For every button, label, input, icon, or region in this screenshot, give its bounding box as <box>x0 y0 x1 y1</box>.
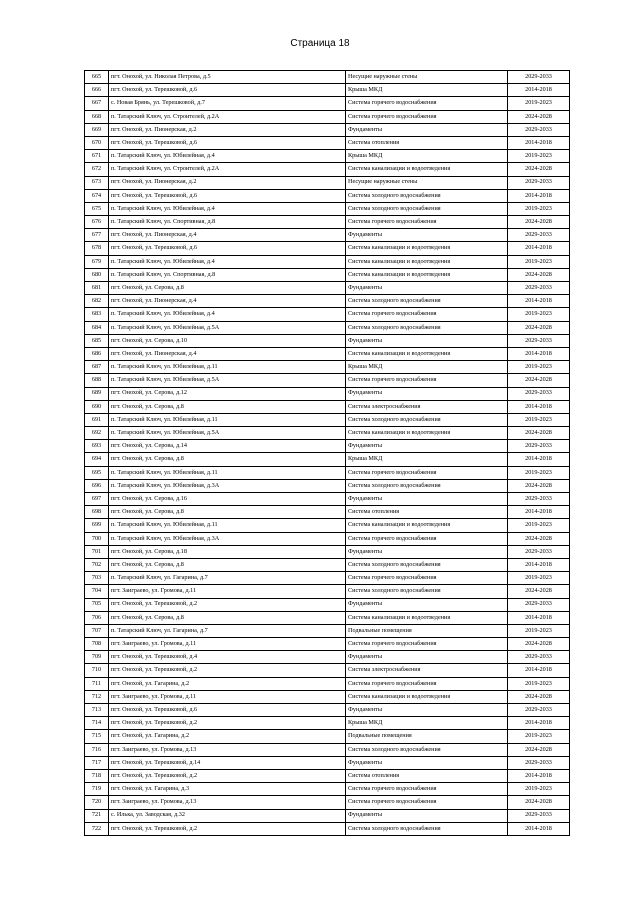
cell-work-type: Система горячего водоснабжения <box>346 308 508 321</box>
table-row <box>85 440 570 453</box>
cell-address: пгт. Онохой, ул. Николая Петрова, д.5 <box>109 71 346 84</box>
cell-address: п. Татарский Ключ, ул. Гагарина, д.7 <box>109 624 346 637</box>
cell-row-number: 718 <box>85 769 109 782</box>
cell-period: 2019-2023 <box>508 150 570 163</box>
cell-period: 2024-2028 <box>508 690 570 703</box>
cell-address: пгт. Заиграево, ул. Громова, д.11 <box>109 638 346 651</box>
cell-period: 2014-2018 <box>508 611 570 624</box>
cell-work-type: Система горячего водоснабжения <box>346 466 508 479</box>
cell-work-type: Система холодного водоснабжения <box>346 413 508 426</box>
cell-row-number: 696 <box>85 479 109 492</box>
cell-address: п. Татарский Ключ, ул. Юбилейная, д.4 <box>109 308 346 321</box>
cell-work-type: Система холодного водоснабжения <box>346 202 508 215</box>
cell-row-number: 715 <box>85 730 109 743</box>
cell-row-number: 705 <box>85 598 109 611</box>
cell-row-number: 689 <box>85 387 109 400</box>
cell-period: 2029-2033 <box>508 704 570 717</box>
cell-row-number: 709 <box>85 651 109 664</box>
table-row <box>85 123 570 136</box>
cell-work-type: Система канализации и водоотведения <box>346 242 508 255</box>
cell-address: п. Татарский Ключ, ул. Строителей, д.2А <box>109 163 346 176</box>
cell-address: п. Татарский Ключ, ул. Юбилейная, д.5А <box>109 374 346 387</box>
registry-table <box>84 70 570 836</box>
cell-work-type: Фундаменты <box>346 756 508 769</box>
cell-period: 2019-2023 <box>508 466 570 479</box>
cell-row-number: 707 <box>85 624 109 637</box>
table-row <box>85 295 570 308</box>
table-row <box>85 163 570 176</box>
table-row <box>85 532 570 545</box>
cell-period: 2024-2028 <box>508 321 570 334</box>
cell-work-type: Фундаменты <box>346 229 508 242</box>
table-row <box>85 136 570 149</box>
cell-address: пгт. Онохой, ул. Пионерская, д.2 <box>109 176 346 189</box>
cell-row-number: 722 <box>85 822 109 835</box>
cell-work-type: Подвальные помещения <box>346 624 508 637</box>
cell-work-type: Система канализации и водоотведения <box>346 163 508 176</box>
table-row <box>85 321 570 334</box>
cell-work-type: Фундаменты <box>346 334 508 347</box>
cell-period: 2029-2033 <box>508 809 570 822</box>
cell-address: п. Татарский Ключ, ул. Юбилейная, д.11 <box>109 361 346 374</box>
cell-address: пгт. Онохой, ул. Серова, д.16 <box>109 493 346 506</box>
cell-row-number: 665 <box>85 71 109 84</box>
table-row <box>85 216 570 229</box>
table-row <box>85 308 570 321</box>
table-row <box>85 558 570 571</box>
cell-work-type: Система холодного водоснабжения <box>346 743 508 756</box>
cell-address: п. Татарский Ключ, ул. Строителей, д.2А <box>109 110 346 123</box>
cell-address: п. Татарский Ключ, ул. Спортивная, д.8 <box>109 216 346 229</box>
cell-work-type: Система горячего водоснабжения <box>346 216 508 229</box>
cell-address: пгт. Онохой, ул. Гагарина, д.2 <box>109 730 346 743</box>
cell-row-number: 683 <box>85 308 109 321</box>
cell-work-type: Система канализации и водоотведения <box>346 690 508 703</box>
table-row <box>85 374 570 387</box>
cell-period: 2029-2033 <box>508 756 570 769</box>
table-row <box>85 387 570 400</box>
cell-work-type: Система холодного водоснабжения <box>346 295 508 308</box>
table-row <box>85 598 570 611</box>
cell-row-number: 693 <box>85 440 109 453</box>
cell-address: пгт. Онохой, ул. Пионерская, д.4 <box>109 295 346 308</box>
cell-work-type: Система холодного водоснабжения <box>346 321 508 334</box>
cell-period: 2014-2018 <box>508 400 570 413</box>
cell-row-number: 677 <box>85 229 109 242</box>
cell-period: 2019-2023 <box>508 730 570 743</box>
table-row <box>85 150 570 163</box>
table-row <box>85 282 570 295</box>
cell-period: 2024-2028 <box>508 479 570 492</box>
cell-row-number: 673 <box>85 176 109 189</box>
cell-period: 2029-2033 <box>508 176 570 189</box>
table-row <box>85 110 570 123</box>
cell-work-type: Крыша МКД <box>346 717 508 730</box>
cell-address: пгт. Онохой, ул. Терешковой, д.6 <box>109 189 346 202</box>
cell-address: п. Татарский Ключ, ул. Юбилейная, д.4 <box>109 150 346 163</box>
cell-address: пгт. Онохой, ул. Серова, д.8 <box>109 453 346 466</box>
cell-period: 2024-2028 <box>508 796 570 809</box>
cell-address: пгт. Онохой, ул. Гагарина, д.2 <box>109 677 346 690</box>
cell-row-number: 704 <box>85 585 109 598</box>
table-row <box>85 176 570 189</box>
cell-row-number: 703 <box>85 572 109 585</box>
cell-work-type: Система горячего водоснабжения <box>346 638 508 651</box>
cell-period: 2014-2018 <box>508 717 570 730</box>
cell-row-number: 668 <box>85 110 109 123</box>
cell-work-type: Система канализации и водоотведения <box>346 427 508 440</box>
cell-period: 2024-2028 <box>508 585 570 598</box>
table-row <box>85 519 570 532</box>
table-row <box>85 743 570 756</box>
cell-period: 2024-2028 <box>508 163 570 176</box>
cell-address: п. Татарский Ключ, ул. Юбилейная, д.11 <box>109 519 346 532</box>
cell-address: пгт. Онохой, ул. Серова, д.10 <box>109 334 346 347</box>
table-row <box>85 783 570 796</box>
table-row <box>85 229 570 242</box>
cell-address: п. Татарский Ключ, ул. Юбилейная, д.5А <box>109 321 346 334</box>
cell-row-number: 675 <box>85 202 109 215</box>
cell-address: пгт. Онохой, ул. Серова, д.8 <box>109 611 346 624</box>
cell-row-number: 710 <box>85 664 109 677</box>
cell-period: 2029-2033 <box>508 440 570 453</box>
cell-period: 2024-2028 <box>508 216 570 229</box>
cell-row-number: 685 <box>85 334 109 347</box>
cell-period: 2019-2023 <box>508 783 570 796</box>
cell-address: пгт. Заиграево, ул. Громова, д.11 <box>109 585 346 598</box>
cell-row-number: 680 <box>85 268 109 281</box>
table-row <box>85 809 570 822</box>
cell-period: 2014-2018 <box>508 84 570 97</box>
cell-address: пгт. Онохой, ул. Серова, д.12 <box>109 387 346 400</box>
table-row <box>85 545 570 558</box>
table-row <box>85 242 570 255</box>
table-row <box>85 664 570 677</box>
cell-row-number: 700 <box>85 532 109 545</box>
cell-row-number: 698 <box>85 506 109 519</box>
cell-address: пгт. Онохой, ул. Пионерская, д.4 <box>109 229 346 242</box>
cell-work-type: Фундаменты <box>346 387 508 400</box>
cell-address: п. Татарский Ключ, ул. Юбилейная, д.3А <box>109 532 346 545</box>
cell-row-number: 719 <box>85 783 109 796</box>
cell-address: пгт. Онохой, ул. Серова, д.14 <box>109 440 346 453</box>
cell-period: 2019-2023 <box>508 361 570 374</box>
cell-period: 2029-2033 <box>508 71 570 84</box>
cell-period: 2019-2023 <box>508 308 570 321</box>
cell-work-type: Система холодного водоснабжения <box>346 189 508 202</box>
cell-row-number: 692 <box>85 427 109 440</box>
table-row <box>85 268 570 281</box>
table-row <box>85 453 570 466</box>
cell-address: п. Татарский Ключ, ул. Юбилейная, д.5А <box>109 427 346 440</box>
cell-row-number: 674 <box>85 189 109 202</box>
cell-row-number: 708 <box>85 638 109 651</box>
cell-address: пгт. Онохой, ул. Терешковой, д.14 <box>109 756 346 769</box>
cell-address: п. Татарский Ключ, ул. Юбилейная, д.11 <box>109 413 346 426</box>
cell-period: 2029-2033 <box>508 334 570 347</box>
cell-period: 2024-2028 <box>508 268 570 281</box>
cell-period: 2029-2033 <box>508 651 570 664</box>
cell-period: 2014-2018 <box>508 664 570 677</box>
cell-work-type: Система отопления <box>346 136 508 149</box>
cell-address: пгт. Онохой, ул. Терешковой, д.2 <box>109 822 346 835</box>
table-row <box>85 717 570 730</box>
cell-work-type: Фундаменты <box>346 493 508 506</box>
cell-work-type: Фундаменты <box>346 123 508 136</box>
cell-address: пгт. Онохой, ул. Терешковой, д.2 <box>109 664 346 677</box>
cell-address: пгт. Онохой, ул. Терешковой, д.6 <box>109 242 346 255</box>
cell-period: 2024-2028 <box>508 427 570 440</box>
cell-row-number: 691 <box>85 413 109 426</box>
cell-address: пгт. Онохой, ул. Серова, д.8 <box>109 282 346 295</box>
cell-row-number: 679 <box>85 255 109 268</box>
table-row <box>85 822 570 835</box>
table-row <box>85 202 570 215</box>
cell-period: 2029-2033 <box>508 229 570 242</box>
table-row <box>85 651 570 664</box>
table-row <box>85 624 570 637</box>
cell-work-type: Фундаменты <box>346 545 508 558</box>
cell-row-number: 716 <box>85 743 109 756</box>
cell-period: 2014-2018 <box>508 558 570 571</box>
table-row <box>85 638 570 651</box>
cell-address: пгт. Онохой, ул. Серова, д.8 <box>109 558 346 571</box>
cell-work-type: Система электроснабжения <box>346 664 508 677</box>
cell-address: пгт. Заиграево, ул. Громова, д.11 <box>109 690 346 703</box>
cell-period: 2024-2028 <box>508 532 570 545</box>
cell-row-number: 672 <box>85 163 109 176</box>
cell-work-type: Несущие наружные стены <box>346 71 508 84</box>
cell-work-type: Система горячего водоснабжения <box>346 97 508 110</box>
cell-period: 2014-2018 <box>508 822 570 835</box>
cell-address: пгт. Онохой, ул. Терешковой, д.2 <box>109 769 346 782</box>
cell-work-type: Крыша МКД <box>346 453 508 466</box>
cell-period: 2014-2018 <box>508 347 570 360</box>
cell-period: 2029-2033 <box>508 545 570 558</box>
table-row <box>85 427 570 440</box>
cell-period: 2014-2018 <box>508 242 570 255</box>
cell-row-number: 706 <box>85 611 109 624</box>
cell-period: 2024-2028 <box>508 374 570 387</box>
table-row <box>85 400 570 413</box>
cell-work-type: Система горячего водоснабжения <box>346 110 508 123</box>
cell-row-number: 688 <box>85 374 109 387</box>
cell-work-type: Система холодного водоснабжения <box>346 822 508 835</box>
table-row <box>85 71 570 84</box>
cell-work-type: Система канализации и водоотведения <box>346 347 508 360</box>
cell-row-number: 678 <box>85 242 109 255</box>
cell-row-number: 721 <box>85 809 109 822</box>
table-row <box>85 97 570 110</box>
table-row <box>85 493 570 506</box>
table-row <box>85 756 570 769</box>
cell-work-type: Система горячего водоснабжения <box>346 572 508 585</box>
cell-work-type: Фундаменты <box>346 282 508 295</box>
cell-row-number: 702 <box>85 558 109 571</box>
cell-work-type: Система холодного водоснабжения <box>346 585 508 598</box>
cell-address: пгт. Онохой, ул. Терешковой, д.6 <box>109 136 346 149</box>
table-row <box>85 334 570 347</box>
cell-work-type: Фундаменты <box>346 704 508 717</box>
cell-work-type: Система горячего водоснабжения <box>346 796 508 809</box>
cell-address: пгт. Онохой, ул. Гагарина, д.3 <box>109 783 346 796</box>
cell-address: пгт. Онохой, ул. Серова, д.8 <box>109 400 346 413</box>
cell-work-type: Система электроснабжения <box>346 400 508 413</box>
table-row <box>85 796 570 809</box>
cell-row-number: 714 <box>85 717 109 730</box>
cell-address: п. Татарский Ключ, ул. Юбилейная, д.4 <box>109 202 346 215</box>
cell-row-number: 694 <box>85 453 109 466</box>
cell-address: п. Татарский Ключ, ул. Спортивная, д.8 <box>109 268 346 281</box>
cell-period: 2024-2028 <box>508 110 570 123</box>
table-row <box>85 506 570 519</box>
cell-period: 2019-2023 <box>508 413 570 426</box>
cell-row-number: 681 <box>85 282 109 295</box>
table-row <box>85 572 570 585</box>
cell-period: 2024-2028 <box>508 638 570 651</box>
cell-row-number: 666 <box>85 84 109 97</box>
cell-work-type: Система канализации и водоотведения <box>346 611 508 624</box>
cell-address: п. Татарский Ключ, ул. Юбилейная, д.4 <box>109 255 346 268</box>
cell-address: с. Новая Брянь, ул. Терешковой, д.7 <box>109 97 346 110</box>
table-row <box>85 84 570 97</box>
table-row <box>85 585 570 598</box>
cell-period: 2014-2018 <box>508 769 570 782</box>
cell-period: 2014-2018 <box>508 189 570 202</box>
cell-row-number: 667 <box>85 97 109 110</box>
cell-row-number: 697 <box>85 493 109 506</box>
cell-row-number: 699 <box>85 519 109 532</box>
table-row <box>85 730 570 743</box>
cell-period: 2029-2033 <box>508 282 570 295</box>
cell-work-type: Система канализации и водоотведения <box>346 519 508 532</box>
cell-work-type: Фундаменты <box>346 440 508 453</box>
cell-row-number: 712 <box>85 690 109 703</box>
cell-period: 2014-2018 <box>508 506 570 519</box>
cell-work-type: Система холодного водоснабжения <box>346 479 508 492</box>
cell-work-type: Система канализации и водоотведения <box>346 255 508 268</box>
cell-row-number: 671 <box>85 150 109 163</box>
cell-row-number: 713 <box>85 704 109 717</box>
cell-address: пгт. Онохой, ул. Пионерская, д.2 <box>109 123 346 136</box>
cell-period: 2019-2023 <box>508 202 570 215</box>
cell-address: п. Татарский Ключ, ул. Юбилейная, д.11 <box>109 466 346 479</box>
cell-row-number: 684 <box>85 321 109 334</box>
cell-work-type: Система канализации и водоотведения <box>346 268 508 281</box>
cell-work-type: Система горячего водоснабжения <box>346 677 508 690</box>
cell-period: 2014-2018 <box>508 295 570 308</box>
table-row <box>85 690 570 703</box>
cell-work-type: Фундаменты <box>346 598 508 611</box>
cell-address: пгт. Онохой, ул. Терешковой, д.6 <box>109 84 346 97</box>
cell-period: 2019-2023 <box>508 572 570 585</box>
cell-period: 2029-2033 <box>508 598 570 611</box>
cell-row-number: 711 <box>85 677 109 690</box>
registry-table-body <box>85 71 570 836</box>
cell-work-type: Система отопления <box>346 769 508 782</box>
cell-address: с. Илька, ул. Заводская, д.32 <box>109 809 346 822</box>
cell-work-type: Подвальные помещения <box>346 730 508 743</box>
table-row <box>85 361 570 374</box>
cell-row-number: 701 <box>85 545 109 558</box>
table-row <box>85 347 570 360</box>
cell-row-number: 686 <box>85 347 109 360</box>
cell-work-type: Несущие наружные стены <box>346 176 508 189</box>
cell-period: 2019-2023 <box>508 519 570 532</box>
cell-period: 2029-2033 <box>508 123 570 136</box>
cell-row-number: 670 <box>85 136 109 149</box>
cell-address: пгт. Заиграево, ул. Громова, д.13 <box>109 743 346 756</box>
table-row <box>85 769 570 782</box>
cell-address: пгт. Онохой, ул. Терешковой, д.4 <box>109 651 346 664</box>
table-row <box>85 611 570 624</box>
cell-address: пгт. Онохой, ул. Серова, д.18 <box>109 545 346 558</box>
cell-address: пгт. Онохой, ул. Терешковой, д.2 <box>109 598 346 611</box>
cell-period: 2029-2033 <box>508 387 570 400</box>
cell-work-type: Крыша МКД <box>346 361 508 374</box>
page-number-header: Страница 18 <box>290 38 350 49</box>
cell-row-number: 695 <box>85 466 109 479</box>
cell-address: п. Татарский Ключ, ул. Юбилейная, д.3А <box>109 479 346 492</box>
cell-address: пгт. Онохой, ул. Пионерская, д.4 <box>109 347 346 360</box>
cell-address: пгт. Онохой, ул. Терешковой, д.2 <box>109 717 346 730</box>
cell-row-number: 717 <box>85 756 109 769</box>
cell-period: 2019-2023 <box>508 677 570 690</box>
table-row <box>85 255 570 268</box>
cell-period: 2019-2023 <box>508 97 570 110</box>
cell-address: п. Татарский Ключ, ул. Гагарина, д.7 <box>109 572 346 585</box>
cell-period: 2019-2023 <box>508 255 570 268</box>
cell-work-type: Крыша МКД <box>346 84 508 97</box>
cell-period: 2024-2028 <box>508 743 570 756</box>
cell-period: 2014-2018 <box>508 453 570 466</box>
cell-work-type: Крыша МКД <box>346 150 508 163</box>
table-row <box>85 479 570 492</box>
cell-work-type: Система холодного водоснабжения <box>346 558 508 571</box>
cell-work-type: Система горячего водоснабжения <box>346 783 508 796</box>
cell-work-type: Система отопления <box>346 506 508 519</box>
cell-address: пгт. Онохой, ул. Серова, д.8 <box>109 506 346 519</box>
table-row <box>85 466 570 479</box>
table-row <box>85 677 570 690</box>
cell-period: 2029-2033 <box>508 493 570 506</box>
cell-work-type: Фундаменты <box>346 651 508 664</box>
table-row <box>85 413 570 426</box>
cell-row-number: 720 <box>85 796 109 809</box>
cell-row-number: 687 <box>85 361 109 374</box>
cell-row-number: 690 <box>85 400 109 413</box>
table-row <box>85 704 570 717</box>
cell-work-type: Система горячего водоснабжения <box>346 532 508 545</box>
cell-row-number: 669 <box>85 123 109 136</box>
cell-work-type: Система горячего водоснабжения <box>346 374 508 387</box>
cell-row-number: 676 <box>85 216 109 229</box>
table-row <box>85 189 570 202</box>
cell-address: пгт. Онохой, ул. Терешковой, д.6 <box>109 704 346 717</box>
cell-address: пгт. Заиграево, ул. Громова, д.13 <box>109 796 346 809</box>
cell-period: 2019-2023 <box>508 624 570 637</box>
cell-row-number: 682 <box>85 295 109 308</box>
cell-period: 2014-2018 <box>508 136 570 149</box>
cell-work-type: Фундаменты <box>346 809 508 822</box>
